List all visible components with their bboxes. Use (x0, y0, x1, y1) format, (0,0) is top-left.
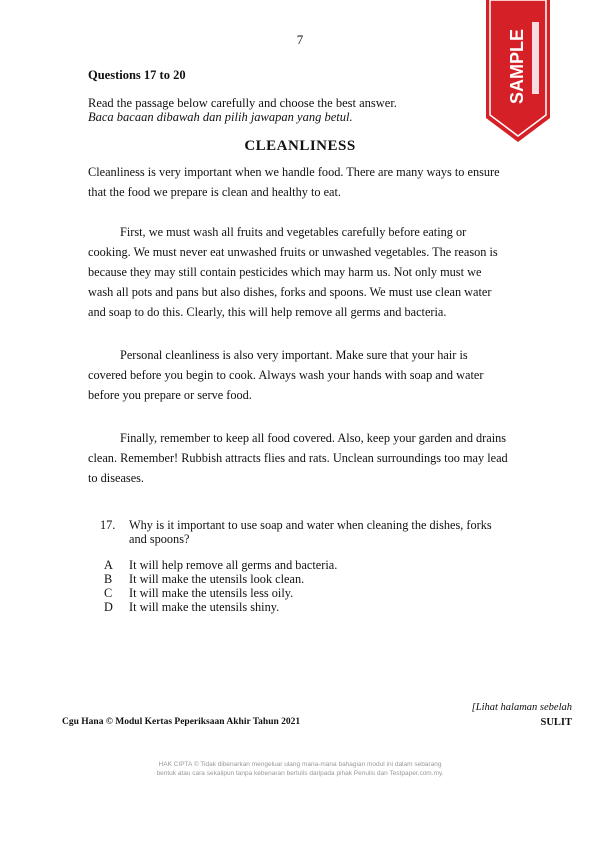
option-letter: C (104, 586, 113, 600)
answer-options (104, 558, 337, 614)
option-text: It will help remove all germs and bacteria. (129, 558, 338, 572)
option-b[interactable] (104, 572, 337, 586)
instruction-malay: Baca bacaan dibawah dan pilih jawapan yang betul. (88, 110, 353, 124)
footer-module-credit: Cgu Hana © Modul Kertas Peperiksaan Akhir Tahun 2021 (62, 717, 301, 727)
option-letter: B (104, 572, 113, 586)
option-a[interactable] (104, 558, 337, 572)
question-number: 17. (100, 518, 116, 532)
option-c[interactable] (104, 586, 337, 600)
copyright-line-2: bentuk atau cara sekalipun tanpa kebenaran bertulis daripada pihak Penulis dan Testpaper.com.my. (156, 770, 444, 777)
option-text: It will make the utensils less oily. (129, 586, 294, 600)
option-letter: D (104, 600, 113, 614)
sample-badge-text: SAMPLE (507, 28, 527, 104)
page-number: 7 (296, 32, 304, 47)
passage-paragraph-2: First, we must wash all fruits and vegetables carefully before eating or cooking. We must never eat unwashed fruits or unwashed vegetables. The reason is because they may still contain pesticides which may harm us. Not only must we wash all pots and pans but also dishes, forks and spoons. We must use clean water and soap to do this. Clearly, this will help remove all germs and bacteria. (88, 225, 498, 319)
passage-paragraph-1: Cleanliness is very important when we handle food. There are many ways to ensure that the food we prepare is clean and healthy to eat. (88, 165, 500, 199)
option-text: It will make the utensils look clean. (129, 572, 305, 586)
copyright-notice (0, 760, 600, 778)
passage-paragraph-4: Finally, remember to keep all food covered. Also, keep your garden and drains clean. Remember! Rubbish attracts flies and rats. Unclean surroundings too may lead to diseases. (88, 431, 508, 485)
passage-paragraph-3: Personal cleanliness is also very important. Make sure that your hair is covered before you begin to cook. Always wash your hands with soap and water before you prepare or serve food. (88, 348, 484, 402)
classification-label: SULIT (540, 717, 572, 728)
sample-ribbon-badge (486, 0, 550, 142)
instruction-english: Read the passage below carefully and choose the best answer. (88, 96, 397, 110)
option-text: It will make the utensils shiny. (129, 600, 280, 614)
copyright-line-1: HAK CIPTA © Tidak dibenarkan mengeluar ulang mana-mana bahagian modul ini dalam sebarang (158, 761, 442, 768)
question-text: Why is it important to use soap and water when cleaning the dishes, forks and spoons? (129, 518, 492, 546)
option-d[interactable] (104, 600, 337, 614)
questions-heading: Questions 17 to 20 (88, 68, 186, 82)
next-page-note: [Lihat halaman sebelah (471, 702, 572, 713)
passage-title: CLEANLINESS (244, 138, 356, 154)
option-letter: A (104, 558, 113, 572)
